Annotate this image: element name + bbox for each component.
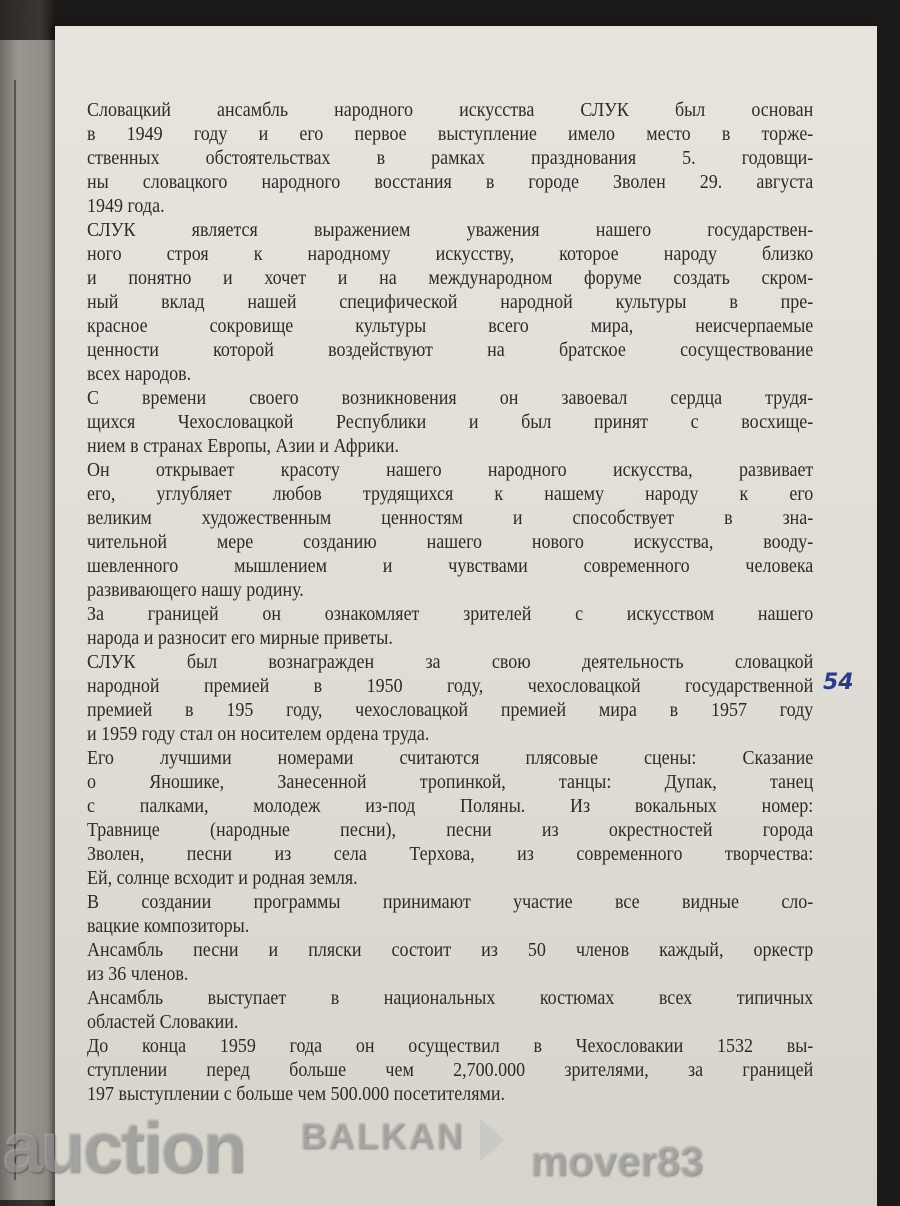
text-line: ценности которой воздействуют на братское сосуществование: [87, 339, 814, 361]
text-line: Его лучшими номерами считаются плясовые сцены: Сказание: [87, 747, 814, 769]
text-line: в 1949 году и его первое выступление имело место в торже-: [87, 123, 814, 145]
text-line: ственных обстоятельствах в рамках празднования 5. годовщи-: [87, 147, 814, 169]
text-line: щихся Чехословацкой Республики и был принят с восхище-: [87, 411, 814, 433]
text-line: ный вклад нашей специфической народной культуры в пре-: [87, 291, 814, 313]
paragraph: [87, 386, 813, 458]
text-line: областей Словакии.: [87, 1011, 239, 1033]
paragraph: [87, 746, 813, 890]
text-line: и 1959 году стал он носителем ордена труда.: [87, 723, 430, 745]
text-line: шевленного мышлением и чувствами современного человека: [87, 555, 814, 577]
document-page: [55, 26, 877, 1206]
text-line: о Яношике, Занесенной тропинкой, танцы: Дупак, танец: [87, 771, 814, 793]
text-line: В создании программы принимают участие все видные сло-: [87, 891, 814, 913]
text-line: За границей он ознакомляет зрителей с искусством нашего: [87, 603, 814, 625]
text-line: Ансамбль выступает в национальных костюмах всех типичных: [87, 987, 814, 1009]
text-line: До конца 1959 года он осуществил в Чехословакии 1532 вы-: [87, 1035, 814, 1057]
text-line: СЛУК был вознагражден за свою деятельность словацкой: [87, 651, 814, 673]
paragraph: [87, 458, 813, 602]
paragraph: [87, 218, 813, 386]
watermark-play-icon: [480, 1118, 504, 1162]
text-line: премией в 195 году, чехословацкой премией мира в 1957 году: [87, 699, 814, 721]
text-line: Травнице (народные песни), песни из окрестностей города: [87, 819, 814, 841]
text-line: С времени своего возникновения он завоевал сердца трудя-: [87, 387, 814, 409]
watermark-user: mover83: [530, 1137, 703, 1184]
text-line: Словацкий ансамбль народного искусства СЛУК был основан: [87, 99, 814, 121]
text-line: Ей, солнце всходит и родная земля.: [87, 867, 358, 889]
text-line: и понятно и хочет и на международном форуме создать скром-: [87, 267, 814, 289]
text-line: народа и разносит его мирные приветы.: [87, 627, 393, 649]
text-line: нием в странах Европы, Азии и Африки.: [87, 435, 400, 457]
paragraph: [87, 650, 813, 746]
paragraph: [87, 938, 813, 986]
text-line: вацкие композиторы.: [87, 915, 250, 937]
paragraph: [87, 602, 813, 650]
watermark-auction: auction: [2, 1108, 245, 1188]
text-line: с палками, молодеж из-под Поляны. Из вокальных номер:: [87, 795, 814, 817]
text-line: 1949 года.: [87, 195, 165, 217]
text-line: Ансамбль песни и пляски состоит из 50 членов каждый, оркестр: [87, 939, 814, 961]
watermark-brand: BALKAN: [300, 1115, 464, 1156]
text-line: развивающего нашу родину.: [87, 579, 304, 601]
text-line: ступлении перед больше чем 2,700.000 зрителями, за границей: [87, 1059, 814, 1081]
text-line: 197 выступлении с больше чем 500.000 посетителями.: [87, 1083, 506, 1105]
text-line: Зволен, песни из села Терхова, из современного творчества:: [87, 843, 814, 865]
text-line: красное сокровище культуры всего мира, неисчерпаемые: [87, 315, 814, 337]
text-line: Он открывает красоту нашего народного искусства, развивает: [87, 459, 814, 481]
text-line: его, углубляет любов трудящихся к нашему народу к его: [87, 483, 814, 505]
document-text: [87, 98, 814, 1106]
paragraph: [87, 890, 813, 938]
text-line: всех народов.: [87, 363, 192, 385]
handwritten-correction: 54: [823, 670, 854, 695]
text-line: народной премией в 1950 году, чехословацкой государственной: [87, 675, 814, 697]
text-line: из 36 членов.: [87, 963, 189, 985]
paragraph: [87, 1034, 813, 1106]
text-line: ны словацкого народного восстания в городе Зволен 29. августа: [87, 171, 814, 193]
paragraph: [87, 98, 813, 218]
paragraph: [87, 986, 813, 1034]
page-edge: [14, 80, 16, 1180]
text-line: ного строя к народному искусству, которое народу близко: [87, 243, 814, 265]
underlying-page: [0, 40, 61, 1200]
text-line: чительной мере созданию нашего нового искусства, вооду-: [87, 531, 814, 553]
text-line: великим художественным ценностям и способствует в зна-: [87, 507, 814, 529]
text-line: СЛУК является выражением уважения нашего государствен-: [87, 219, 814, 241]
